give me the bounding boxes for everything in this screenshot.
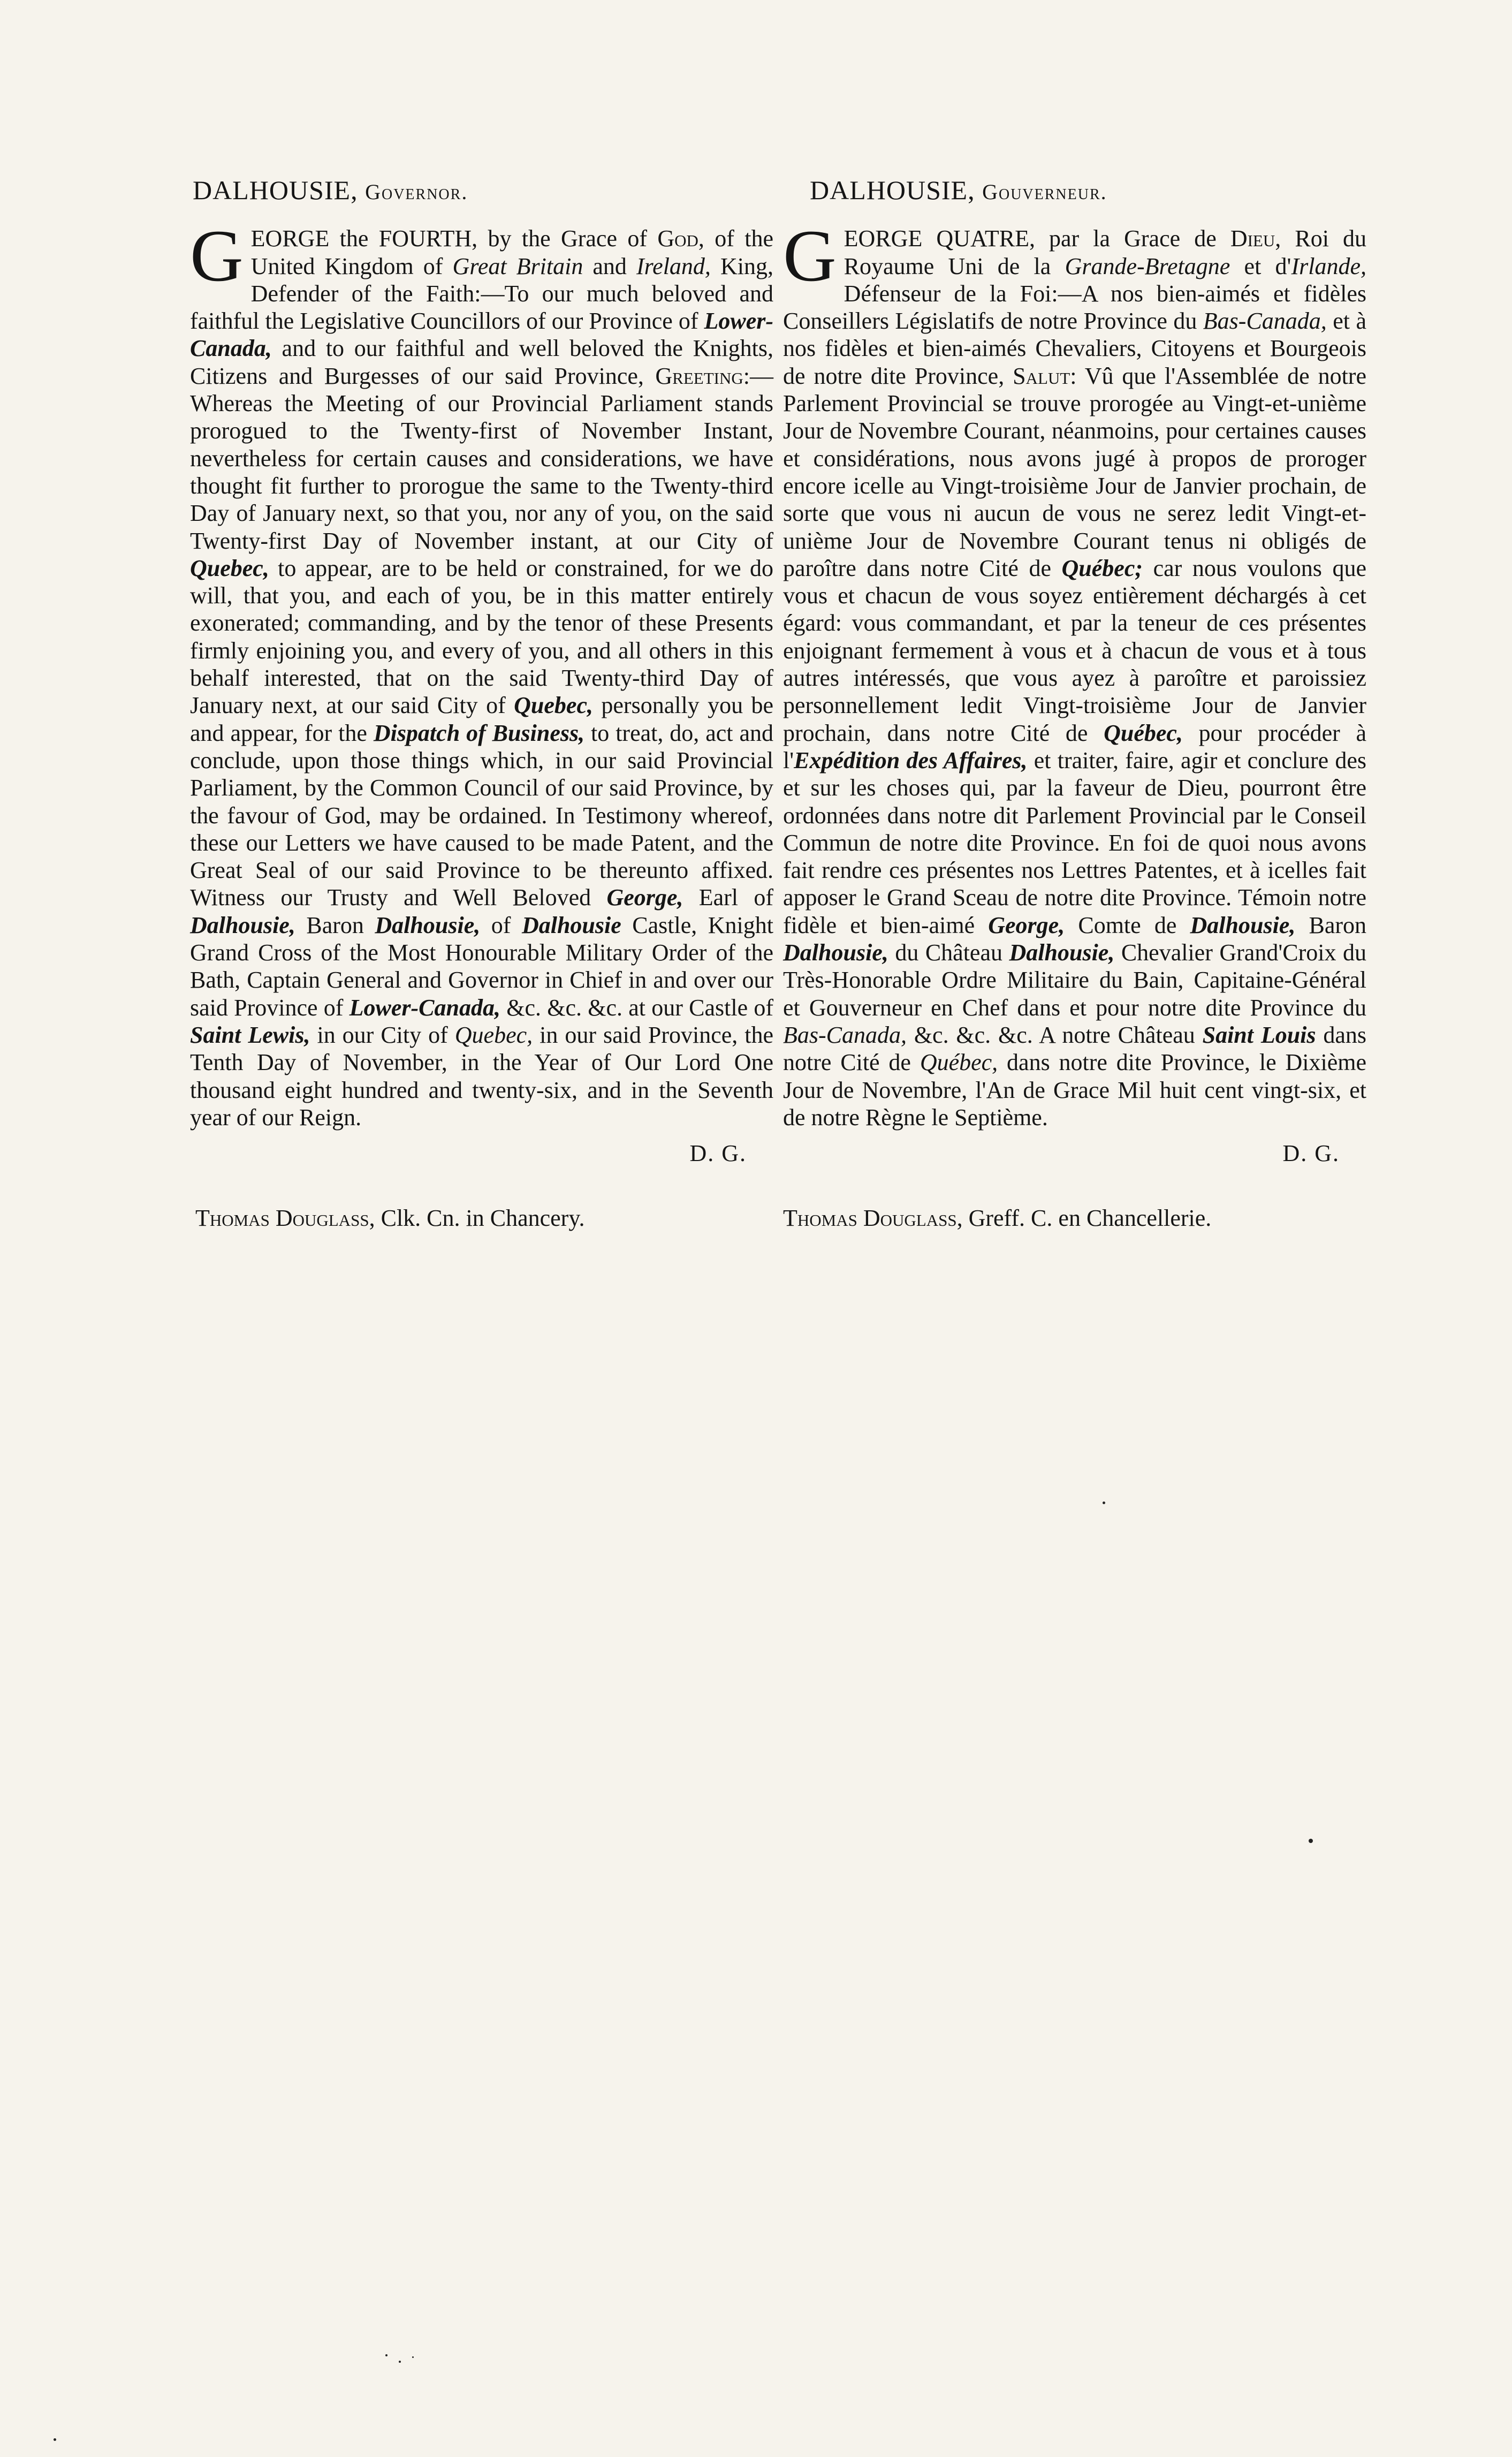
text-run: Baron [295, 912, 375, 938]
scan-speck [385, 2354, 388, 2356]
french-body [783, 215, 1367, 1131]
italic-run: George, [606, 884, 683, 911]
french-heading-title: Gouverneur. [982, 180, 1107, 204]
english-heading [190, 177, 773, 206]
text-run: Comte de [1065, 912, 1190, 938]
text-run: &c. &c. &c. at our Castle of [500, 994, 773, 1021]
italic-run: Irlande, [1291, 253, 1366, 279]
italic-run: Dalhousie, [1009, 939, 1115, 966]
italic-run: Quebec, [190, 555, 269, 581]
clerk-name: Thomas Douglass, [783, 1205, 963, 1232]
text-run: et d' [1230, 253, 1291, 279]
italic-run: Quebec, [454, 1021, 533, 1048]
text-run: dans notre dite Province, le Dixième Jour de Novembre, l'An de Grace Mil huit cent vingt-six, et de notre Règne le Septième. [783, 1049, 1366, 1131]
italic-run: Québec; [1061, 555, 1143, 581]
text-run: od [674, 225, 698, 252]
italic-run: Expédition des Affaires, [794, 747, 1028, 774]
scan-speck [54, 2438, 56, 2441]
text-run: EORGE QUATRE, par la Grace de D [844, 225, 1248, 252]
italic-run: Dispatch of Business, [373, 719, 585, 746]
english-signature: D. G. [689, 1140, 747, 1167]
italic-run: Grande-Bretagne [1065, 253, 1230, 279]
text-run: Castle, Knight Grand Cross of the Most Honourable Military Order of the Bath, Captain General and Governor in Chief in and over our said Province of [190, 912, 774, 1021]
text-run: Earl of [683, 884, 773, 911]
text-run: , Roi du Royaume Uni de la [844, 225, 1366, 279]
text-run: Salut [1013, 362, 1070, 389]
text-run: et à nos fidèles et bien-aimés Chevaliers, Citoyens et Bourgeois de notre dite Province, [783, 308, 1366, 389]
italic-run: Lower-Canada, [349, 994, 501, 1021]
text-run: : Vû que l'Assemblée de notre Parlement Provincial se trouve prorogée au Vingt-et-unième Jour de Novembre Courant, néanmoins, pour certaines causes et considérations, nous avons jugé à propos de proroger encore icelle au Vingt-troisième Jour de Janvier prochain, de sorte que vous ni aucun de vous ne serez ledit Vingt-et-unième Jour de Novembre Courant tenus ni obligés de paroître dans notre Cité de [783, 362, 1366, 581]
italic-run: Dalhousie, [783, 939, 888, 966]
text-run: Chevalier Grand'Croix du Très-Honorable Ordre Militaire du Bain, Capitaine-Général et Gouverneur en Chef dans et pour notre dite Province du [783, 939, 1366, 1021]
french-clerk-line [783, 1204, 1366, 1232]
scan-speck [1103, 1502, 1105, 1504]
text-run: :—Whereas the Meeting of our Provincial Parliament stands prorogued to the Twenty-first of November Instant, nevertheless for certain causes and considerations, we have thought fit further to prorogue the same to the Twenty-third Day of January next, so that you, nor any of you, on the said Twenty-first Day of November instant, at our City of [190, 362, 773, 554]
italic-run: Dalhousie, [190, 912, 295, 938]
text-run: personally you be and appear, for the [190, 692, 774, 746]
clerk-title: Greff. C. en Chancellerie. [962, 1205, 1212, 1232]
text-run: Défenseur de la Foi:—A nos bien-aimés et fidèles Conseillers Législatifs de notre Province du [783, 280, 1366, 335]
english-dropcap: G [190, 215, 244, 297]
italic-run: Great Britain [452, 253, 583, 279]
text-run: pour procéder à l' [783, 719, 1366, 774]
french-heading-name: DALHOUSIE, [810, 175, 975, 205]
french-signature: D. G. [1282, 1140, 1340, 1167]
italic-run: Bas-Canada, [783, 1021, 907, 1048]
italic-run: Saint Lewis, [190, 1021, 310, 1048]
english-body [190, 215, 774, 1131]
clerk-title: Clk. Cn. in Chancery. [375, 1205, 585, 1232]
italic-run: George, [988, 912, 1065, 938]
french-dropcap: G [783, 215, 837, 297]
italic-run: Lower-Canada, [190, 308, 773, 362]
italic-run: Québec, [920, 1049, 998, 1076]
text-run: Baron [1295, 912, 1366, 938]
text-run: in our said Province, the Tenth Day of November, in the Year of Our Lord One thousand eight hundred and twenty-six, and in the Seventh year of our Reign. [190, 1021, 773, 1131]
italic-run: Saint Louis [1202, 1021, 1316, 1048]
scan-speck [412, 2356, 414, 2358]
french-proclamation [783, 177, 1366, 1232]
text-run: to appear, are to be held or constrained, for we do will, that you, and each of you, be in this matter entirely exonerated; commanding, and by the tenor of these Presents firmly enjoining you, and every of you, and all others in this behalf interested, that on the said Twenty-third Day of January next, at our said City of [190, 555, 773, 719]
italic-run: Quebec, [514, 692, 593, 719]
italic-run: Québec, [1104, 719, 1183, 746]
scan-speck [1309, 1839, 1313, 1843]
italic-run: Dalhousie, [1190, 912, 1296, 938]
text-run: et traiter, faire, agir et conclure des et sur les choses qui, par la faveur de Dieu, pourront être ordonnées dans notre dit Parlement Provincial par le Conseil Commun de notre dite Province. En foi de quoi nous avons fait rendre ces présentes nos Lettres Patentes, et à icelles fait apposer le Grand Sceau de notre dite Province. Témoin notre fidèle et bien-aimé [783, 747, 1366, 938]
text-run: and [583, 253, 637, 279]
clerk-name: Thomas Douglass, [195, 1205, 375, 1232]
italic-run: Ireland, [636, 253, 711, 279]
french-heading [783, 177, 1366, 206]
english-heading-title: Governor. [365, 180, 468, 204]
text-run: King, Defender of the Faith:—To our much beloved and faithful the Legislative Councillors of our Province of [190, 253, 773, 335]
text-run: in our City of [310, 1021, 455, 1048]
text-run: &c. &c. &c. A notre Château [907, 1021, 1203, 1048]
text-run: and to our faithful and well beloved the Knights, Citizens and Burgesses of our said Province, [190, 335, 773, 389]
text-run: du Château [888, 939, 1009, 966]
text-run: of [480, 912, 522, 938]
text-run: car nous voulons que vous et chacun de vous soyez entièrement déchargés à cet égard: vous commandant, et par la teneur de ces présentes enjoignant fermement à vous et à chacun de vous et à tous autres intéressés, que vous ayez à paroître et paroissiez personnellement ledit Vingt-troisième Jour de Janvier prochain, dans notre Cité de [783, 555, 1366, 746]
text-run: Greeting [655, 362, 743, 389]
english-heading-name: DALHOUSIE, [193, 175, 358, 205]
text-run: dans notre Cité de [783, 1021, 1367, 1076]
italic-run: Dalhousie, [375, 912, 481, 938]
scan-speck [399, 2361, 401, 2363]
text-run: EORGE the FOURTH, by the Grace of G [250, 225, 675, 252]
text-run: ieu [1247, 225, 1275, 252]
text-run: , of the United Kingdom of [250, 225, 773, 279]
text-run: to treat, do, act and conclude, upon those things which, in our said Provincial Parliament, by the Common Council of our said Province, by the favour of God, may be ordained. In Testimony whereof, these our Letters we have caused to be made Patent, and the Great Seal of our said Province to be thereunto affixed. Witness our Trusty and Well Beloved [190, 719, 773, 911]
english-proclamation [190, 177, 773, 1232]
english-clerk-line [190, 1204, 773, 1232]
italic-run: Dalhousie [521, 912, 621, 938]
italic-run: Bas-Canada, [1203, 308, 1327, 335]
